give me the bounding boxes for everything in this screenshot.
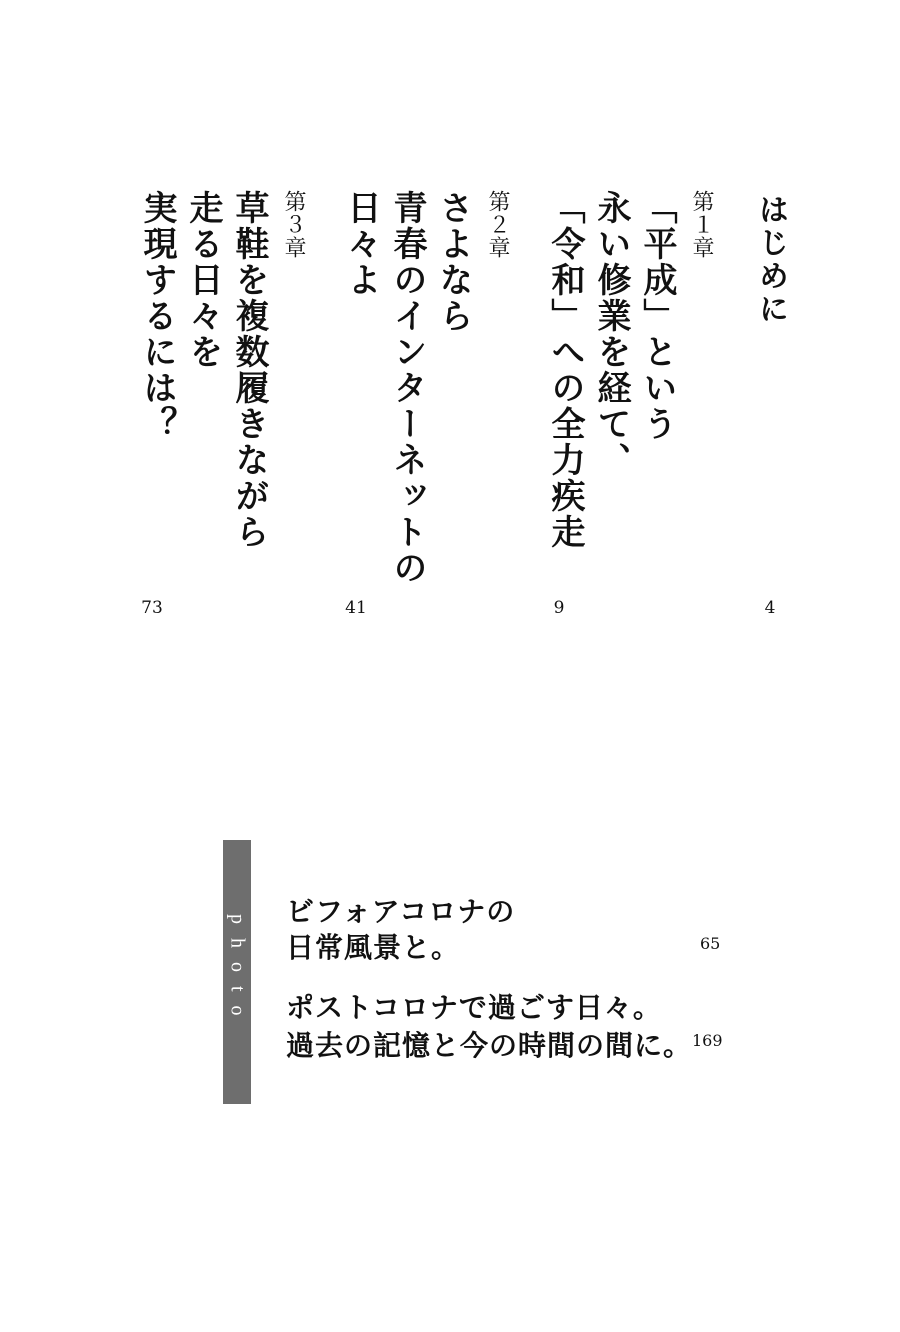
chapter-1-label: 第１章	[689, 190, 714, 259]
toc-chapter-2[interactable]	[338, 190, 513, 586]
chapter-2-page-number: 41	[345, 598, 367, 618]
toc-chapter-1[interactable]	[542, 190, 717, 550]
chapter-2-title-line-1: さよなら	[433, 190, 473, 334]
toc-intro[interactable]	[748, 194, 792, 326]
chapter-3-title-line-1: 草鞋を複数履きながら	[229, 190, 269, 550]
chapter-1-title-line-2: 永い修業を経て、	[591, 190, 631, 478]
intro-page-number: 4	[764, 598, 776, 618]
chapter-1-page-number: 9	[553, 598, 565, 618]
chapter-3-page-number: 73	[141, 598, 163, 618]
chapter-3-label: 第３章	[281, 190, 306, 259]
chapter-3-title-line-3: 実現するには？	[137, 190, 177, 442]
photo-entry-1-line-2[interactable]: 日常風景と。	[286, 931, 461, 964]
intro-title: はじめに	[753, 194, 788, 326]
toc-chapter-3[interactable]	[134, 190, 309, 550]
chapter-3-title-line-2: 走る日々を	[183, 190, 223, 370]
chapter-1-title-line-3: 「令和」への全力疾走	[545, 190, 585, 550]
chapter-2-label: 第２章	[485, 190, 510, 259]
photo-section-tab	[223, 840, 251, 1104]
chapter-2-title-line-2: 青春のインターネットの	[387, 190, 427, 586]
photo-entry-2-page-number: 169	[692, 1031, 723, 1050]
photo-entry-2-line-1[interactable]: ポストコロナで過ごす日々。	[286, 991, 662, 1024]
photo-entry-1-line-1[interactable]: ビフォアコロナの	[286, 895, 516, 928]
photo-entry-1-page-number: 65	[700, 934, 721, 953]
chapter-1-title-line-1: 「平成」という	[637, 190, 677, 442]
chapter-2-title-line-3: 日々よ	[341, 190, 381, 298]
photo-tab-label: photo	[226, 914, 249, 1030]
photo-entry-2-line-2[interactable]: 過去の記憶と今の時間の間に。	[286, 1029, 693, 1062]
